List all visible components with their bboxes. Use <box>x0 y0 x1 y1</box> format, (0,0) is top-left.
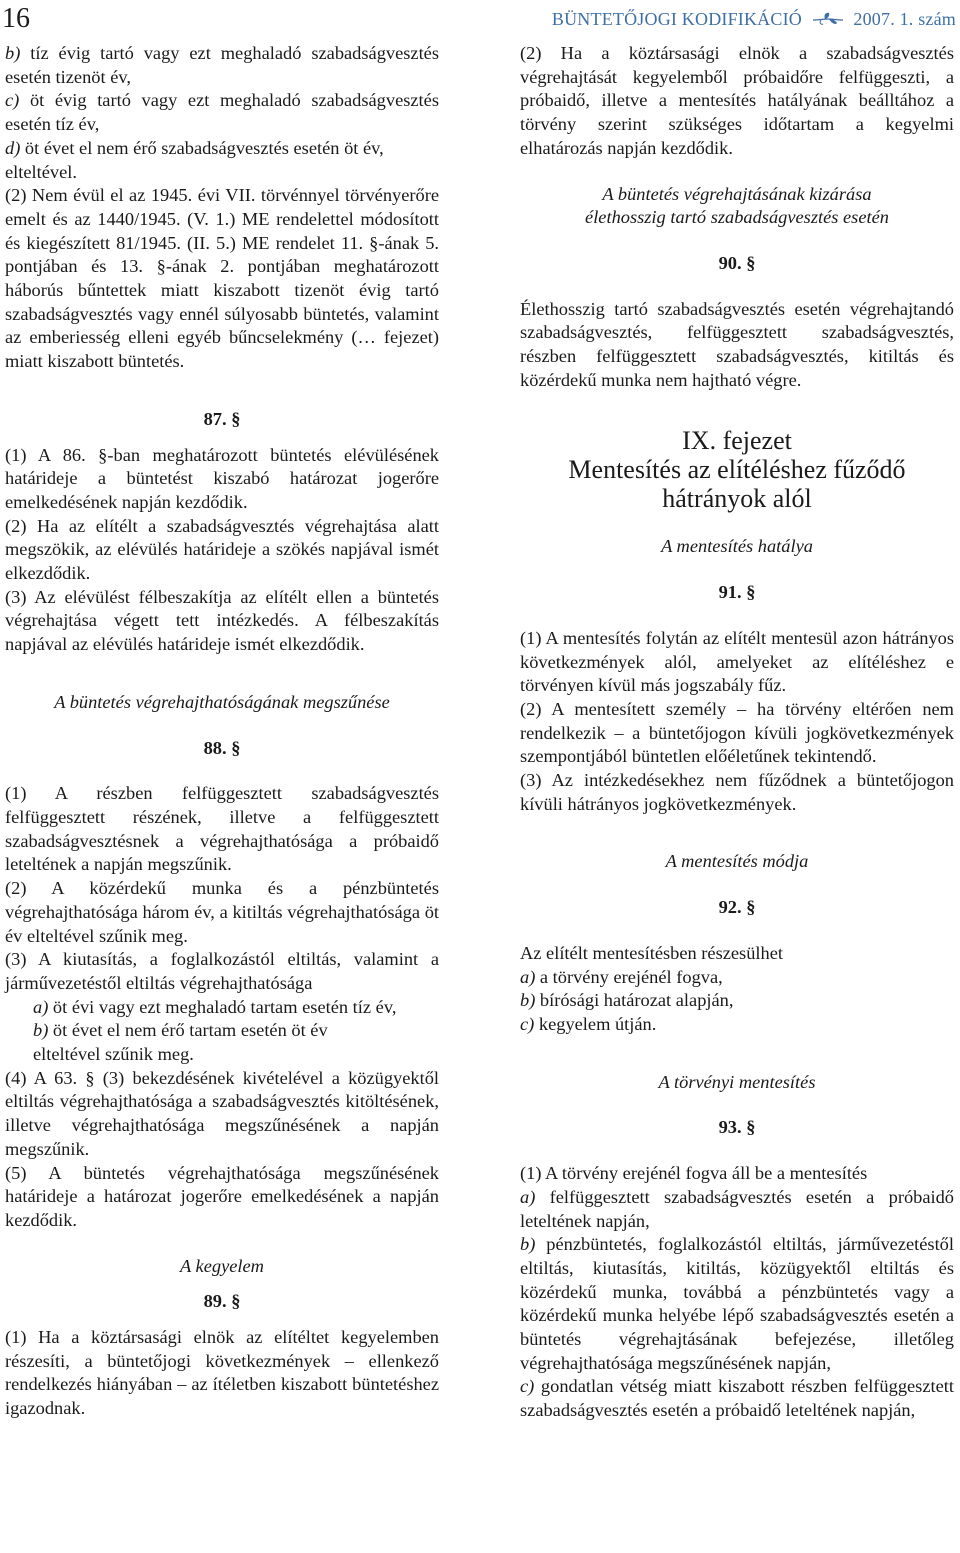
paragraph: (5) A büntetés végrehajthatósága megszűnésének határideje a határozat jogerőre emelkedésének a napján kezdődik. <box>5 1162 439 1230</box>
paragraph: (1) A mentesítés folytán az elítélt mentesül azon hátrányos következmények alól, amelyeket az elítéléshez e törvényen kívül más jogszabály fűz. <box>520 627 954 696</box>
paragraph: Az elítélt mentesítésben részesülhet <box>520 942 783 963</box>
section-number: 87. § <box>203 408 241 429</box>
running-head <box>552 8 956 30</box>
paragraph: (2) A közérdekű munka és a pénzbüntetés végrehajthatósága három év, a kitiltás végrehajthatósága öt év elteltével szűnik meg. <box>5 878 439 946</box>
page-header <box>0 0 960 40</box>
paragraph: (2) A mentesített személy – ha törvény eltérően nem rendelkezik – a büntetőjogon kívüli jogkövetkezmények szempontjából büntetlen előéletűnek tekintendő. <box>520 698 954 767</box>
paragraph: (2) Nem évül el az 1945. évi VII. törvénnyel törvényerőre emelt és az 1440/1945. (V. 1.) ME rendelettel módosított és kiegészített 81/1945. (II. 5.) ME rendelet 11. §-ának 5. pontjában és 13. §-ának 2. pontjában meghatározott háborús bűntettek miatt kiszabott tizenöt évig tartó szabadságvesztés vagy ennél súlyosabb büntetés, valamint az emberiesség elleni egyéb bűncselekmény (… fejezet) miatt kiszabott büntetés. <box>5 185 439 372</box>
section-number: 88. § <box>203 737 241 758</box>
paragraph: (3) Az elévülést félbeszakítja az elítélt ellen a büntetés végrehajtása végett tett intézkedés. A félbeszakítás napjával az elévülés határideje ismét elkezdődik. <box>5 586 439 655</box>
section-title: A mentesítés hatálya <box>661 536 813 557</box>
paragraph: Élethosszig tartó szabadságvesztés esetén végrehajtandó szabadságvesztés, felfüggesztett szabadságvesztés, részben felfüggesztett szabadságvesztés, kitiltás és közérdekű munka nem hajtható végre. <box>520 298 954 390</box>
left-column <box>5 42 439 1421</box>
section-title: A büntetés végrehajtásának kizárása élethosszig tartó szabadságvesztés esetén <box>585 183 889 228</box>
paragraph: (1) A 86. §-ban meghatározott büntetés elévülésének határideje a büntetést kiszabó határozat jogerőre emelkedésének napján kezdődik. <box>5 444 439 512</box>
list-item-c: c) kegyelem útján. <box>520 1013 657 1034</box>
leaf-ornament-icon <box>811 10 845 26</box>
list-item-b: b) tíz évig tartó vagy ezt meghaladó szabadságvesztés esetén tizenöt év, <box>5 43 439 87</box>
chapter-number: IX. fejezet <box>682 426 792 456</box>
issue-label: 2007. 1. szám <box>853 9 956 29</box>
list-item-a: a) öt évi vagy ezt meghaladó tartam esetén tíz év, <box>33 996 397 1017</box>
page-number: 16 <box>2 3 30 34</box>
paragraph: (1) Ha a köztársasági elnök az elítéltet kegyelemben részesíti, a büntetőjogi következmények – ellenkező rendelkezés hiányában – az ítéletben kiszabott büntetéshez igazodnak. <box>5 1327 439 1419</box>
paragraph: (1) A törvény erejénél fogva áll be a mentesítés <box>520 1163 868 1184</box>
paragraph: (3) A kiutasítás, a foglalkozástól eltiltás, valamint a járművezetéstől eltiltás végrehajthatósága <box>5 949 439 993</box>
paragraph: (3) Az intézkedésekhez nem fűződnek a büntetőjogon kívüli hátrányos jogkövetkezmények. <box>520 770 954 814</box>
list-item-d: d) öt évet el nem érő szabadságvesztés esetén öt év, <box>5 137 384 158</box>
list-item-b: b) pénzbüntetés, foglalkozástól eltiltás, járművezetéstől eltiltás, kiutasítás, kitiltás, közügyektől eltiltás és közérdekű munka, továbbá a pénzbüntetés vagy a közérdekű munka helyébe lépő szabadságvesztés esetén a büntetés végrehajtásának befejezése, illetőleg végrehajthatósága megszűnésének napján, <box>520 1234 954 1373</box>
section-number: 90. § <box>718 252 756 273</box>
paragraph: (4) A 63. § (3) bekezdésének kivételével a közügyektől eltiltás végrehajthatósága a szabadságvesztés kitöltésének, illetve végrehajthatósága megszűnésének a napján megszűnik. <box>5 1067 439 1159</box>
list-item-a: a) felfüggesztett szabadságvesztés esetén a próbaidő leteltének napján, <box>520 1186 954 1231</box>
list-item-c: c) gondatlan vétség miatt kiszabott részben felfüggesztett szabadságvesztés esetén a próbaidő leteltének napján, <box>520 1376 954 1421</box>
list-item-a: a) a törvény erejénél fogva, <box>520 966 723 987</box>
section-number: 93. § <box>718 1117 756 1138</box>
right-column <box>520 42 954 1423</box>
section-title: A mentesítés módja <box>665 851 809 872</box>
list-item-b: b) bírósági határozat alapján, <box>520 990 734 1011</box>
section-number: 91. § <box>718 582 756 603</box>
journal-title: BÜNTETŐJOGI KODIFIKÁCIÓ <box>551 9 802 29</box>
list-item-b: b) öt évet el nem érő tartam esetén öt év <box>33 1020 328 1041</box>
section-number: 92. § <box>718 897 756 918</box>
section-title: A büntetés végrehajthatóságának megszűnése <box>54 691 390 712</box>
chapter-title: Mentesítés az elítéléshez fűződő hátrányok alól <box>568 455 906 514</box>
section-number: 89. § <box>203 1291 241 1312</box>
section-title: A kegyelem <box>180 1255 264 1276</box>
paragraph: elteltével szűnik meg. <box>33 1044 194 1065</box>
paragraph: (2) Ha a köztársasági elnök a szabadságvesztés végrehajtását kegyelemből próbaidőre felfüggeszti, a próbaidő, illetve a mentesítés hatályának beálltához a törvény szerint szükséges időtartam a kegyelmi elhatározás napján kezdődik. <box>520 43 954 158</box>
paragraph: (1) A részben felfüggesztett szabadságvesztés felfüggesztett részének, illetve a felfüggesztett szabadságvesztésnek a végrehajthatósága a próbaidő leteltének a napján megszűnik. <box>5 783 439 875</box>
list-item-c: c) öt évig tartó vagy ezt meghaladó szabadságvesztés esetén tíz év, <box>5 90 439 135</box>
paragraph: elteltével. <box>5 161 77 182</box>
section-title: A törvényi mentesítés <box>658 1071 816 1092</box>
paragraph: (2) Ha az elítélt a szabadságvesztés végrehajtása alatt megszökik, az elévülés határideje a szökés napjával ismét elkezdődik. <box>5 515 439 584</box>
